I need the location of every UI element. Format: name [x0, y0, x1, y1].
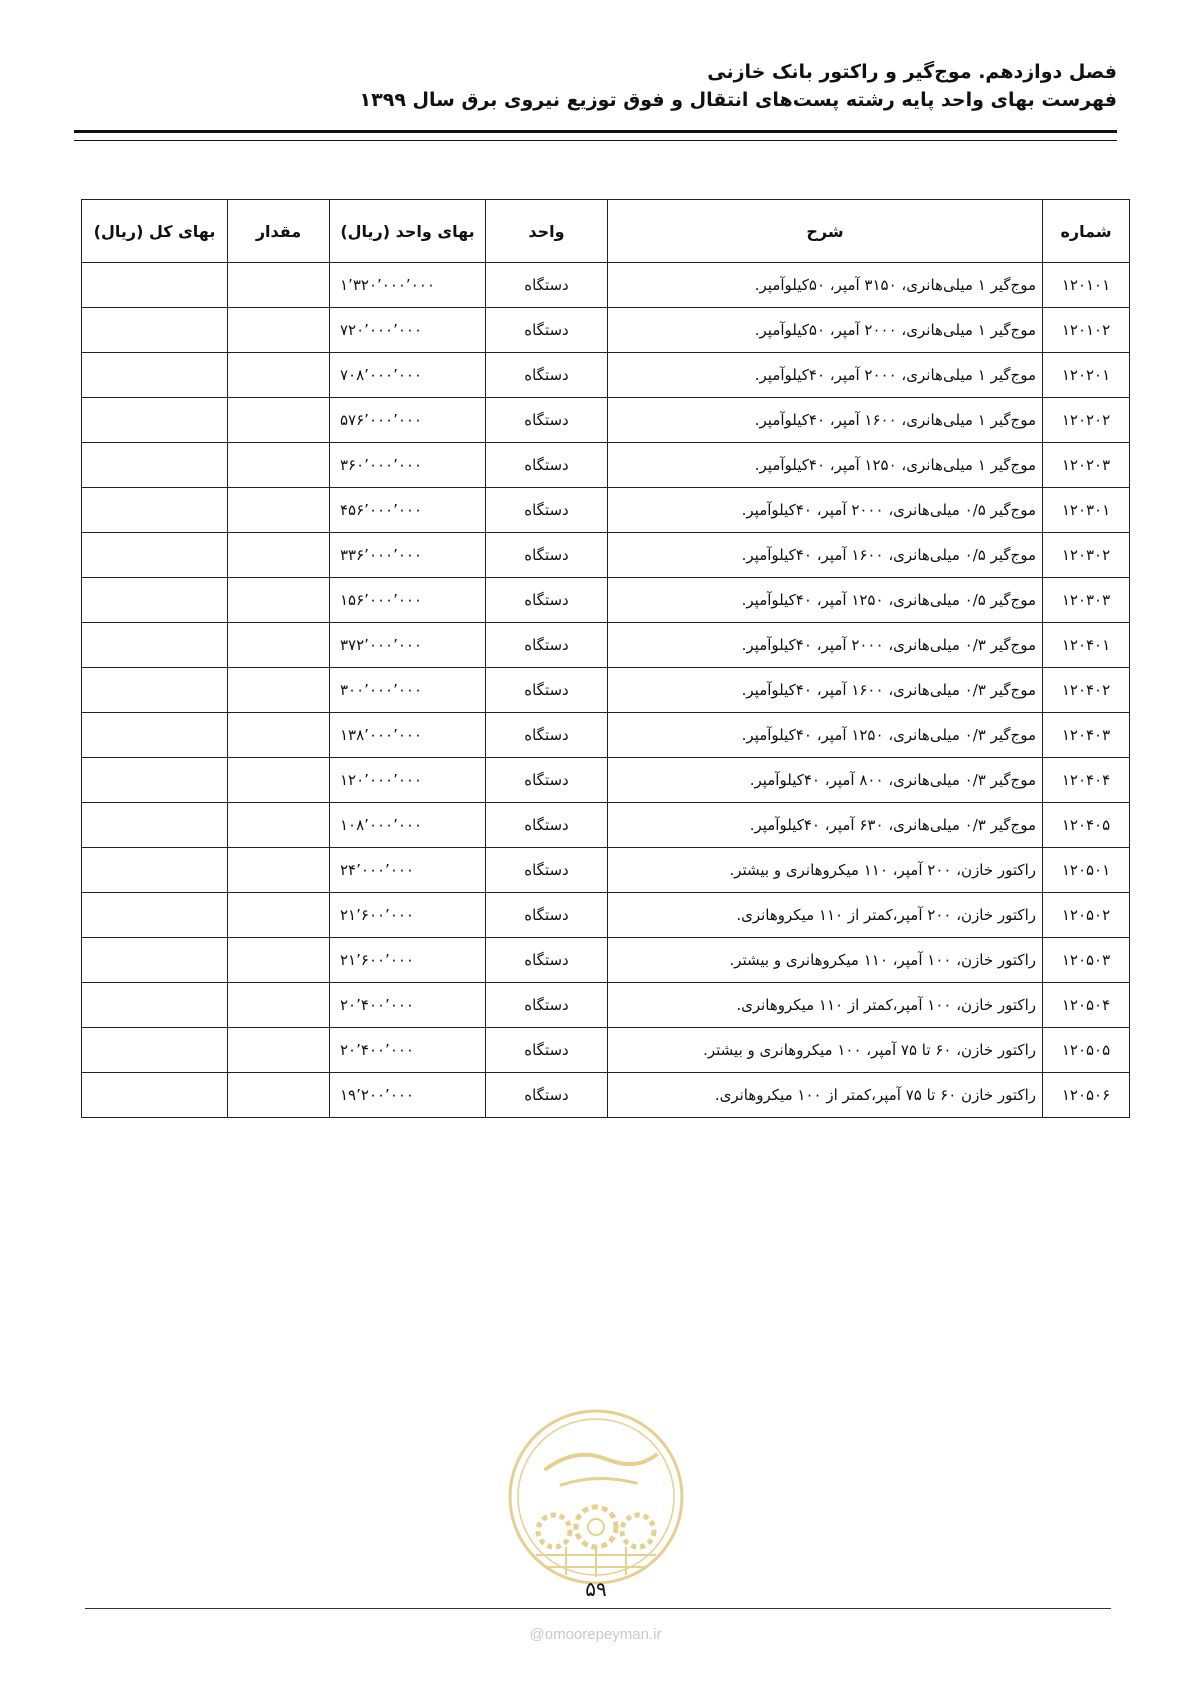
item-code-cell: ۱۲۰۳۰۳ [1043, 578, 1130, 623]
item-description-cell: راکتور خازن ۶۰ تا ۷۵ آمپر،کمتر از ۱۰۰ میکروهانری. [608, 1073, 1043, 1118]
item-code-cell: ۱۲۰۵۰۴ [1043, 983, 1130, 1028]
table-row [82, 713, 1130, 758]
page-number: ۵۹ [585, 1577, 607, 1601]
item-unit-price-cell: ۲۰٬۴۰۰٬۰۰۰ [330, 1028, 486, 1073]
item-quantity-cell [228, 668, 330, 713]
item-unit-cell: دستگاه [486, 443, 608, 488]
item-code-cell: ۱۲۰۵۰۲ [1043, 893, 1130, 938]
item-code-cell: ۱۲۰۴۰۵ [1043, 803, 1130, 848]
item-description-cell: موج‌گیر ۰/۳ میلی‌هانری، ۱۲۵۰ آمپر، ۴۰کیلوآمپر. [608, 713, 1043, 758]
column-header-total-price: بهای کل (ریال) [82, 200, 228, 263]
item-unit-price-cell: ۱۳۸٬۰۰۰٬۰۰۰ [330, 713, 486, 758]
column-header-unit-price: بهای واحد (ریال) [330, 200, 486, 263]
table-row [82, 263, 1130, 308]
item-code-cell: ۱۲۰۲۰۱ [1043, 353, 1130, 398]
item-total-price-cell [82, 488, 228, 533]
item-quantity-cell [228, 758, 330, 803]
item-unit-price-cell: ۱۲۰٬۰۰۰٬۰۰۰ [330, 758, 486, 803]
watermark-url: @omoorepeyman.ir [529, 1626, 662, 1643]
table-row [82, 1073, 1130, 1118]
item-description-cell: موج‌گیر ۱ میلی‌هانری، ۲۰۰۰ آمپر، ۵۰کیلوآمپر. [608, 308, 1043, 353]
item-description-cell: موج‌گیر ۰/۳ میلی‌هانری، ۱۶۰۰ آمپر، ۴۰کیلوآمپر. [608, 668, 1043, 713]
item-total-price-cell [82, 713, 228, 758]
item-unit-price-cell: ۲۱٬۶۰۰٬۰۰۰ [330, 893, 486, 938]
column-header-description: شرح [608, 200, 1043, 263]
item-code-cell: ۱۲۰۵۰۵ [1043, 1028, 1130, 1073]
item-total-price-cell [82, 443, 228, 488]
item-unit-price-cell: ۵۷۶٬۰۰۰٬۰۰۰ [330, 398, 486, 443]
table-row [82, 848, 1130, 893]
item-unit-cell: دستگاه [486, 848, 608, 893]
item-unit-cell: دستگاه [486, 938, 608, 983]
item-unit-price-cell: ۷۲۰٬۰۰۰٬۰۰۰ [330, 308, 486, 353]
item-description-cell: موج‌گیر ۱ میلی‌هانری، ۱۲۵۰ آمپر، ۴۰کیلوآمپر. [608, 443, 1043, 488]
table-row [82, 983, 1130, 1028]
price-table [81, 199, 1130, 1118]
table-row [82, 1028, 1130, 1073]
item-unit-price-cell: ۳۷۲٬۰۰۰٬۰۰۰ [330, 623, 486, 668]
table-row [82, 398, 1130, 443]
item-total-price-cell [82, 263, 228, 308]
item-quantity-cell [228, 353, 330, 398]
table-row [82, 308, 1130, 353]
item-total-price-cell [82, 398, 228, 443]
item-code-cell: ۱۲۰۲۰۲ [1043, 398, 1130, 443]
item-unit-price-cell: ۳۰۰٬۰۰۰٬۰۰۰ [330, 668, 486, 713]
item-unit-cell: دستگاه [486, 893, 608, 938]
item-code-cell: ۱۲۰۲۰۳ [1043, 443, 1130, 488]
item-quantity-cell [228, 983, 330, 1028]
table-row [82, 938, 1130, 983]
item-quantity-cell [228, 1073, 330, 1118]
item-code-cell: ۱۲۰۵۰۳ [1043, 938, 1130, 983]
item-quantity-cell [228, 893, 330, 938]
chapter-title: فصل دوازدهم. موج‌گیر و راکتور بانک خازنی [707, 61, 1117, 83]
item-description-cell: موج‌گیر ۰/۵ میلی‌هانری، ۱۶۰۰ آمپر، ۴۰کیلوآمپر. [608, 533, 1043, 578]
item-code-cell: ۱۲۰۵۰۱ [1043, 848, 1130, 893]
omoore-peyman-seal-icon [506, 1407, 686, 1587]
item-code-cell: ۱۲۰۱۰۲ [1043, 308, 1130, 353]
item-description-cell: موج‌گیر ۰/۵ میلی‌هانری، ۲۰۰۰ آمپر، ۴۰کیلوآمپر. [608, 488, 1043, 533]
item-quantity-cell [228, 848, 330, 893]
item-total-price-cell [82, 893, 228, 938]
column-header-unit: واحد [486, 200, 608, 263]
item-unit-cell: دستگاه [486, 353, 608, 398]
item-quantity-cell [228, 533, 330, 578]
item-unit-price-cell: ۲۴٬۰۰۰٬۰۰۰ [330, 848, 486, 893]
item-total-price-cell [82, 803, 228, 848]
item-description-cell: راکتور خازن، ۲۰۰ آمپر، ۱۱۰ میکروهانری و بیشتر. [608, 848, 1043, 893]
item-unit-price-cell: ۱٬۳۲۰٬۰۰۰٬۰۰۰ [330, 263, 486, 308]
item-code-cell: ۱۲۰۳۰۲ [1043, 533, 1130, 578]
item-unit-price-cell: ۳۳۶٬۰۰۰٬۰۰۰ [330, 533, 486, 578]
item-unit-price-cell: ۴۵۶٬۰۰۰٬۰۰۰ [330, 488, 486, 533]
item-unit-price-cell: ۱۰۸٬۰۰۰٬۰۰۰ [330, 803, 486, 848]
item-total-price-cell [82, 623, 228, 668]
item-unit-price-cell: ۲۱٬۶۰۰٬۰۰۰ [330, 938, 486, 983]
item-unit-cell: دستگاه [486, 623, 608, 668]
item-quantity-cell [228, 623, 330, 668]
item-description-cell: موج‌گیر ۰/۳ میلی‌هانری، ۶۳۰ آمپر، ۴۰کیلوآمپر. [608, 803, 1043, 848]
item-unit-cell: دستگاه [486, 803, 608, 848]
column-header-quantity: مقدار [228, 200, 330, 263]
item-description-cell: موج‌گیر ۰/۵ میلی‌هانری، ۱۲۵۰ آمپر، ۴۰کیلوآمپر. [608, 578, 1043, 623]
table-row [82, 668, 1130, 713]
price-table-body [82, 263, 1130, 1118]
item-quantity-cell [228, 1028, 330, 1073]
item-unit-cell: دستگاه [486, 713, 608, 758]
item-code-cell: ۱۲۰۴۰۲ [1043, 668, 1130, 713]
item-total-price-cell [82, 1073, 228, 1118]
table-row [82, 578, 1130, 623]
table-header-row [82, 200, 1130, 263]
item-description-cell: راکتور خازن، ۲۰۰ آمپر،کمتر از ۱۱۰ میکروهانری. [608, 893, 1043, 938]
item-unit-cell: دستگاه [486, 488, 608, 533]
item-quantity-cell [228, 713, 330, 758]
table-row [82, 488, 1130, 533]
item-description-cell: موج‌گیر ۱ میلی‌هانری، ۳۱۵۰ آمپر، ۵۰کیلوآمپر. [608, 263, 1043, 308]
table-row [82, 533, 1130, 578]
item-unit-cell: دستگاه [486, 668, 608, 713]
item-quantity-cell [228, 443, 330, 488]
item-unit-cell: دستگاه [486, 758, 608, 803]
item-quantity-cell [228, 398, 330, 443]
item-unit-price-cell: ۷۰۸٬۰۰۰٬۰۰۰ [330, 353, 486, 398]
item-description-cell: راکتور خازن، ۱۰۰ آمپر،کمتر از ۱۱۰ میکروهانری. [608, 983, 1043, 1028]
item-description-cell: راکتور خازن، ۱۰۰ آمپر، ۱۱۰ میکروهانری و بیشتر. [608, 938, 1043, 983]
price-list-title: فهرست بهای واحد پایه رشته پست‌های انتقال و فوق توزیع نیروی برق سال ۱۳۹۹ [359, 89, 1117, 111]
item-total-price-cell [82, 578, 228, 623]
table-row [82, 623, 1130, 668]
header-divider [74, 130, 1117, 141]
item-description-cell: موج‌گیر ۰/۳ میلی‌هانری، ۲۰۰۰ آمپر، ۴۰کیلوآمپر. [608, 623, 1043, 668]
item-unit-cell: دستگاه [486, 578, 608, 623]
item-quantity-cell [228, 263, 330, 308]
item-total-price-cell [82, 308, 228, 353]
item-description-cell: موج‌گیر ۱ میلی‌هانری، ۲۰۰۰ آمپر، ۴۰کیلوآمپر. [608, 353, 1043, 398]
item-code-cell: ۱۲۰۴۰۴ [1043, 758, 1130, 803]
table-row [82, 353, 1130, 398]
item-unit-price-cell: ۱۵۶٬۰۰۰٬۰۰۰ [330, 578, 486, 623]
item-quantity-cell [228, 488, 330, 533]
table-row [82, 893, 1130, 938]
item-code-cell: ۱۲۰۱۰۱ [1043, 263, 1130, 308]
item-unit-cell: دستگاه [486, 1073, 608, 1118]
table-row [82, 758, 1130, 803]
footer-divider [85, 1608, 1111, 1609]
item-unit-price-cell: ۳۶۰٬۰۰۰٬۰۰۰ [330, 443, 486, 488]
item-code-cell: ۱۲۰۵۰۶ [1043, 1073, 1130, 1118]
item-unit-price-cell: ۱۹٬۲۰۰٬۰۰۰ [330, 1073, 486, 1118]
item-total-price-cell [82, 353, 228, 398]
item-total-price-cell [82, 938, 228, 983]
item-code-cell: ۱۲۰۴۰۱ [1043, 623, 1130, 668]
item-total-price-cell [82, 848, 228, 893]
item-quantity-cell [228, 803, 330, 848]
item-quantity-cell [228, 578, 330, 623]
item-unit-price-cell: ۲۰٬۴۰۰٬۰۰۰ [330, 983, 486, 1028]
column-header-code: شماره [1043, 200, 1130, 263]
item-total-price-cell [82, 668, 228, 713]
item-unit-cell: دستگاه [486, 983, 608, 1028]
item-description-cell: راکتور خازن، ۶۰ تا ۷۵ آمپر، ۱۰۰ میکروهانری و بیشتر. [608, 1028, 1043, 1073]
item-total-price-cell [82, 983, 228, 1028]
item-unit-cell: دستگاه [486, 1028, 608, 1073]
item-quantity-cell [228, 938, 330, 983]
item-unit-cell: دستگاه [486, 533, 608, 578]
item-code-cell: ۱۲۰۴۰۳ [1043, 713, 1130, 758]
table-row [82, 443, 1130, 488]
item-description-cell: موج‌گیر ۱ میلی‌هانری، ۱۶۰۰ آمپر، ۴۰کیلوآمپر. [608, 398, 1043, 443]
item-description-cell: موج‌گیر ۰/۳ میلی‌هانری، ۸۰۰ آمپر، ۴۰کیلوآمپر. [608, 758, 1043, 803]
item-unit-cell: دستگاه [486, 398, 608, 443]
item-quantity-cell [228, 308, 330, 353]
item-total-price-cell [82, 1028, 228, 1073]
item-code-cell: ۱۲۰۳۰۱ [1043, 488, 1130, 533]
item-total-price-cell [82, 533, 228, 578]
table-row [82, 803, 1130, 848]
item-unit-cell: دستگاه [486, 308, 608, 353]
item-total-price-cell [82, 758, 228, 803]
item-unit-cell: دستگاه [486, 263, 608, 308]
page-header [74, 58, 1117, 114]
